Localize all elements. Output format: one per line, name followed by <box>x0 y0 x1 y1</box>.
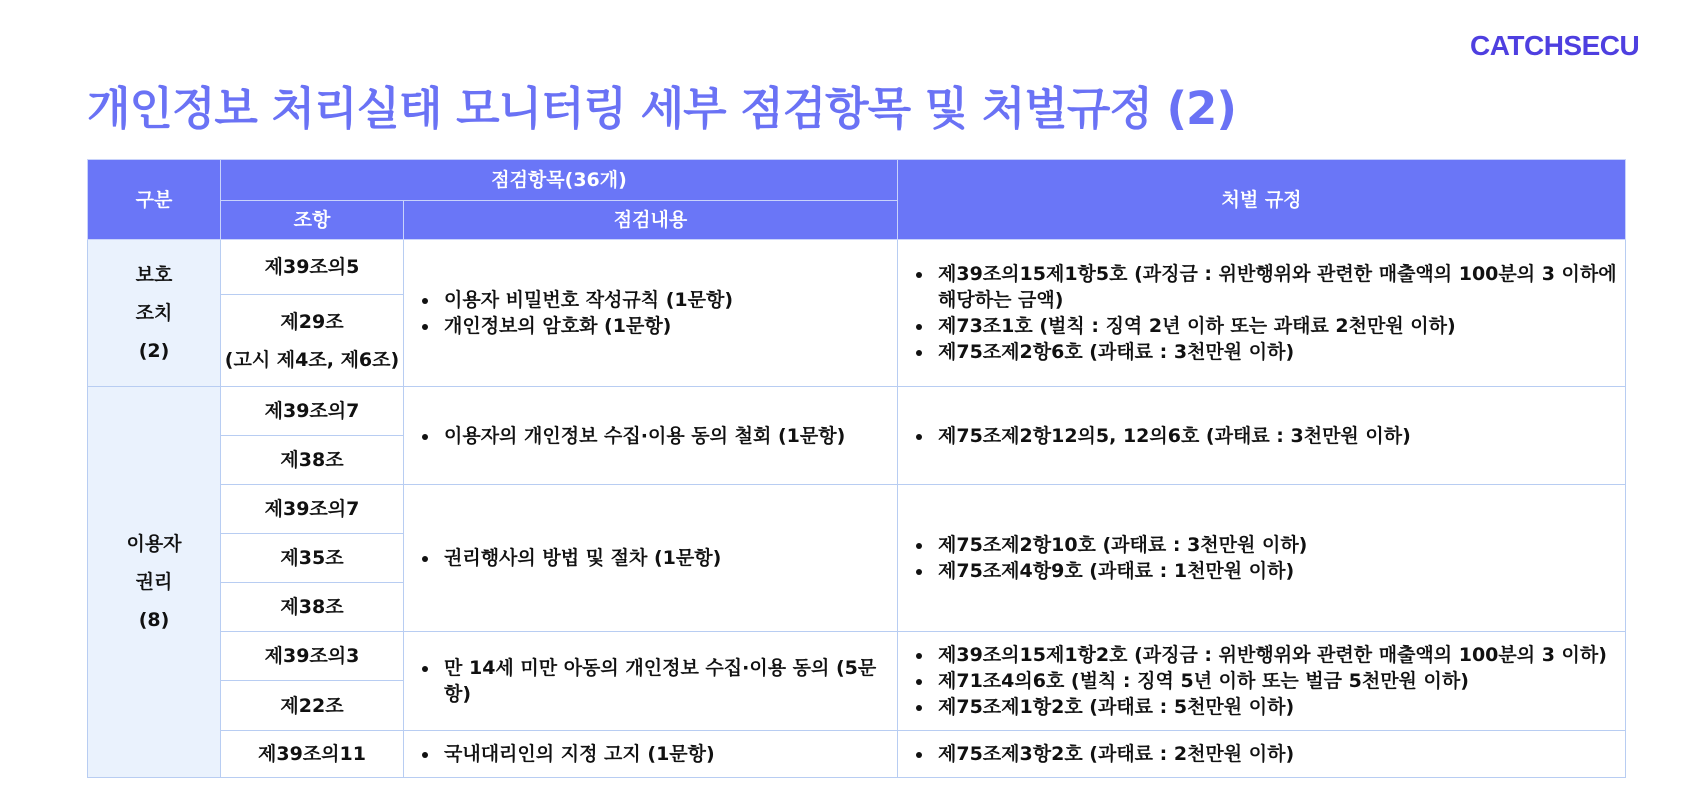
table-row <box>88 632 1626 681</box>
penalty-item: 제75조제2항12의5, 12의6호 (과태료 : 3천만원 이하) <box>908 423 1617 449</box>
table-row <box>88 240 1626 295</box>
penalty-item: 제39조의15제1항5호 (과징금 : 위반행위와 관련한 매출액의 100분의 3 이하에 해당하는 금액) <box>908 261 1617 313</box>
article-text: 제39조의7 <box>264 400 360 422</box>
penalty-cell <box>898 387 1626 485</box>
content-cell <box>404 632 898 731</box>
penalty-cell <box>898 240 1626 387</box>
category-line: 이용자 <box>126 533 182 555</box>
article-cell <box>221 485 404 534</box>
category-line: 조치 <box>135 302 173 324</box>
article-text: 제39조의5 <box>264 256 360 278</box>
penalty-item: 제75조제3항2호 (과태료 : 2천만원 이하) <box>908 741 1617 767</box>
header-content: 점검내용 <box>404 201 898 240</box>
penalty-cell <box>898 731 1626 778</box>
article-text: 제39조의7 <box>264 498 360 520</box>
category-cell <box>88 240 221 387</box>
category-cell <box>88 387 221 778</box>
article-cell <box>221 534 404 583</box>
category-line: (2) <box>138 340 170 362</box>
article-cell <box>221 240 404 295</box>
penalty-item: 제71조4의6호 (벌칙 : 징역 5년 이하 또는 벌금 5천만원 이하) <box>908 668 1617 694</box>
article-text: 제39조의3 <box>264 645 360 667</box>
category-line: (8) <box>138 609 170 631</box>
content-item: 국내대리인의 지정 고지 (1문항) <box>414 741 889 767</box>
header-items-group: 점검항목(36개) <box>221 160 898 201</box>
content-item: 만 14세 미만 아동의 개인정보 수집·이용 동의 (5문항) <box>414 655 889 707</box>
content-cell <box>404 387 898 485</box>
category-line: 권리 <box>135 571 173 593</box>
penalty-item: 제75조제2항10호 (과태료 : 3천만원 이하) <box>908 532 1617 558</box>
content-cell <box>404 240 898 387</box>
table-row <box>88 731 1626 778</box>
header-penalty: 처벌 규정 <box>898 160 1626 240</box>
content-cell <box>404 485 898 632</box>
penalty-item: 제73조1호 (벌칙 : 징역 2년 이하 또는 과태료 2천만원 이하) <box>908 313 1617 339</box>
header-article: 조항 <box>221 201 404 240</box>
penalty-cell <box>898 485 1626 632</box>
article-cell <box>221 436 404 485</box>
article-cell <box>221 731 404 778</box>
content-item: 권리행사의 방법 및 절차 (1문항) <box>414 545 889 571</box>
penalty-item: 제39조의15제1항2호 (과징금 : 위반행위와 관련한 매출액의 100분의 3 이하) <box>908 642 1617 668</box>
table-row <box>88 485 1626 534</box>
penalty-item: 제75조제2항6호 (과태료 : 3천만원 이하) <box>908 339 1617 365</box>
content-cell <box>404 731 898 778</box>
article-cell <box>221 632 404 681</box>
article-text: 제38조 <box>280 596 344 618</box>
brand-logo: CATCHSECU <box>1470 30 1640 61</box>
penalty-item: 제75조제4항9호 (과태료 : 1천만원 이하) <box>908 558 1617 584</box>
penalty-cell <box>898 632 1626 731</box>
category-line: 보호 <box>135 264 173 286</box>
article-text: 제35조 <box>280 547 344 569</box>
article-text: 제38조 <box>280 449 344 471</box>
content-item: 개인정보의 암호화 (1문항) <box>414 313 889 339</box>
inspection-penalty-table <box>87 159 1626 778</box>
content-item: 이용자 비밀번호 작성규칙 (1문항) <box>414 287 889 313</box>
page-title: 개인정보 처리실태 모니터링 세부 점검항목 및 처벌규정 (2) <box>87 82 1236 135</box>
article-text: 제29조 <box>280 310 344 333</box>
header-category: 구분 <box>88 160 221 240</box>
article-cell <box>221 295 404 387</box>
article-cell <box>221 583 404 632</box>
article-cell <box>221 387 404 436</box>
article-cell <box>221 681 404 731</box>
content-item: 이용자의 개인정보 수집·이용 동의 철회 (1문항) <box>414 423 889 449</box>
article-text: 제22조 <box>280 694 344 717</box>
table-row <box>88 387 1626 436</box>
article-text: (고시 제4조, 제6조) <box>224 348 400 371</box>
penalty-item: 제75조제1항2호 (과태료 : 5천만원 이하) <box>908 694 1617 720</box>
article-text: 제39조의11 <box>258 743 366 765</box>
